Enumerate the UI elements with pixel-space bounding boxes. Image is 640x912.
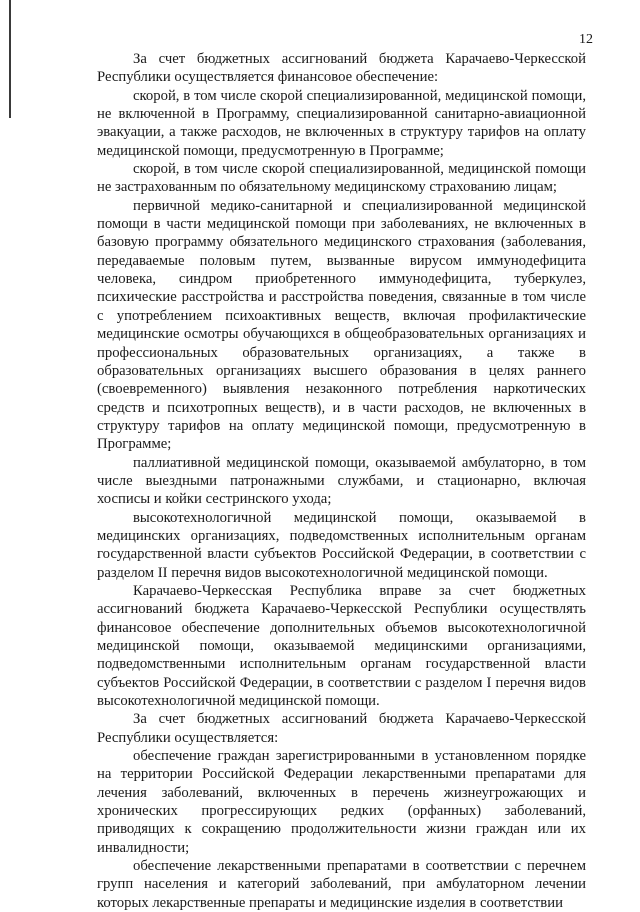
paragraph-additional-funding: Карачаево-Черкесская Республика вправе за счет бюджетных ассигнований бюджета Карачаево-Черкесской Республики осуществлять финансовое обеспечение дополнительных объемов высокотехнологичной медицинской помощи, оказываемой медицинскими организациями, подведомственными исполнительным органам государственной власти субъектов Российской Федерации, в соответствии с разделом I перечня видов высокотехнологичной медицинской помощи. — [97, 582, 586, 710]
list-item-high-tech-care: высокотехнологичной медицинской помощи, оказываемой в медицинских организациях, подведомственных исполнительным органам государственной власти субъектов Российской Федерации, в соответствии с разделом II перечня видов высокотехнологичной медицинской помощи. — [97, 509, 586, 581]
list-item-palliative-care: паллиативной медицинской помощи, оказываемой амбулаторно, в том числе выездными патронажными службами, и стационарно, включая хосписы и койки сестринского ухода; — [97, 454, 586, 508]
scan-edge-line — [9, 0, 11, 118]
list-item-outpatient-drugs: обеспечение лекарственными препаратами в соответствии с перечнем групп населения и категорий заболеваний, при амбулаторном лечении которых лекарственные препараты и медицинские изделия в соответствии — [97, 858, 586, 911]
paragraph-funding-intro: За счет бюджетных ассигнований бюджета Карачаево-Черкесской Республики осуществляется финансовое обеспечение: — [97, 51, 586, 86]
list-item-emergency-uninsured: скорой, в том числе скорой специализированной, медицинской помощи не застрахованным по обязательному медицинскому страхованию лицам; — [97, 161, 586, 196]
list-item-emergency-care: скорой, в том числе скорой специализированной, медицинской помощи, не включенной в Программу, специализированной санитарно-авиационной эвакуации, а также расходов, не включенных в структуру тарифов на оплату медицинской помощи, предусмотренную в Программе; — [97, 87, 586, 159]
paragraph-budget-provision: За счет бюджетных ассигнований бюджета Карачаево-Черкесской Республики осуществляется: — [97, 711, 586, 746]
document-body — [97, 50, 586, 912]
list-item-orphan-drugs: обеспечение граждан зарегистрированными в установленном порядке на территории Российской Федерации лекарственными препаратами для лечения заболеваний, включенных в перечень жизнеугрожающих и хронических прогрессирующих редких (орфанных) заболеваний, приводящих к сокращению продолжительности жизни граждан или их инвалидности; — [97, 748, 586, 856]
page-number: 12 — [579, 32, 593, 47]
list-item-primary-specialized-care: первичной медико-санитарной и специализированной медицинской помощи в части медицинской помощи при заболеваниях, не включенных в базовую программу обязательного медицинского страхования (заболевания, передаваемые половым путем, вызванные вирусом иммунодефицита человека, синдром приобретенного иммунодефицита, туберкулез, психические расстройства и расстройства поведения, связанные в том числе с употреблением психоактивных веществ, включая профилактические медицинские осмотры обучающихся в общеобразовательных организациях и профессиональных образовательных организациях, а также в образовательных организациях высшего образования в целях раннего (своевременного) выявления незаконного потребления наркотических средств и психотропных веществ), и в части расходов, не включенных в структуру тарифов на оплату медицинской помощи, предусмотренную в Программе; — [97, 197, 586, 453]
